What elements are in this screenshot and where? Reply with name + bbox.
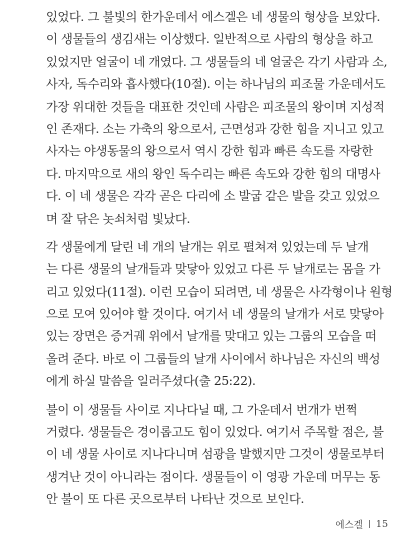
footer-divider	[369, 520, 370, 528]
text-line: 는 다른 생물의 날개들과 맞닿아 있었고 다른 두 날개로는 몸을 가	[46, 262, 381, 277]
text-line: 사자는 야생동물의 왕으로서 역시 강한 힘과 빠른 속도를 자랑한	[46, 144, 373, 159]
text-line: 거렸다. 생물들은 경이롭고도 힘이 있었다. 여기서 주목할 점은, 불	[46, 425, 384, 440]
text-line: 리고 있었다(11절). 이런 모습이 되려면, 네 생물은 사각형이나 원형	[46, 284, 392, 299]
text-line: 각 생물에게 달린 네 개의 날개는 위로 펼쳐져 있었는데 두 날개	[46, 239, 369, 254]
text-line: 안 불이 또 다른 곳으로부터 나타난 것으로 보인다.	[46, 492, 305, 507]
text-line: 있는 장면은 증거궤 위에서 날개를 맞대고 있는 그룹의 모습을 떠	[46, 329, 377, 344]
page-footer	[335, 517, 388, 531]
text-line: 불이 이 생물들 사이로 지나다닐 때, 그 가운데서 번개가 번쩍	[46, 402, 358, 417]
text-line: 가장 위대한 것들을 대표한 것인데 사람은 피조물의 왕이며 지성적	[46, 99, 385, 114]
text-line: 다. 마지막으로 새의 왕인 독수리는 빠른 속도와 강한 힘의 대명사	[46, 166, 381, 181]
text-line: 에게 하실 말씀을 일러주셨다(출 25:22).	[46, 374, 256, 389]
text-line: 생겨난 것이 아니라는 점이다. 생물들이 이 영광 가운데 머무는 동	[46, 469, 381, 484]
running-title: 에스겔	[335, 520, 363, 531]
text-line: 있었지만 얼굴이 네 개였다. 그 생물들의 네 얼굴은 각기 사람과 소,	[46, 54, 388, 69]
text-line: 있었다. 그 불빛의 한가운데서 에스겔은 네 생물의 형상을 보았다.	[46, 10, 381, 24]
text-line: 으로 모여 있어야 할 것이다. 여기서 네 생물의 날개가 서로 맞닿아	[46, 307, 384, 322]
text-line: 이 네 생물 사이로 지나다니며 섬광을 발했지만 그것이 생물로부터	[46, 447, 385, 462]
text-line: 사자, 독수리와 흡사했다(10절). 이는 하나님의 피조물 가운데서도	[46, 77, 386, 92]
text-line: 인 존재다. 소는 가축의 왕으로서, 근면성과 강한 힘을 지니고 있고	[46, 121, 384, 136]
text-line: 올려 준다. 바로 이 그룹들의 날개 사이에서 하나님은 자신의 백성	[46, 351, 381, 366]
text-line: 다. 이 네 생물은 각각 곧은 다리에 소 발굽 같은 발을 갖고 있었으	[46, 189, 380, 204]
body-text	[46, 6, 392, 511]
page-number: 15	[375, 518, 388, 530]
text-line: 며 잘 닦은 놋쇠처럼 빛났다.	[46, 211, 191, 226]
text-line: 이 생물들의 생김새는 이상했다. 일반적으로 사람의 형상을 하고	[46, 32, 373, 47]
